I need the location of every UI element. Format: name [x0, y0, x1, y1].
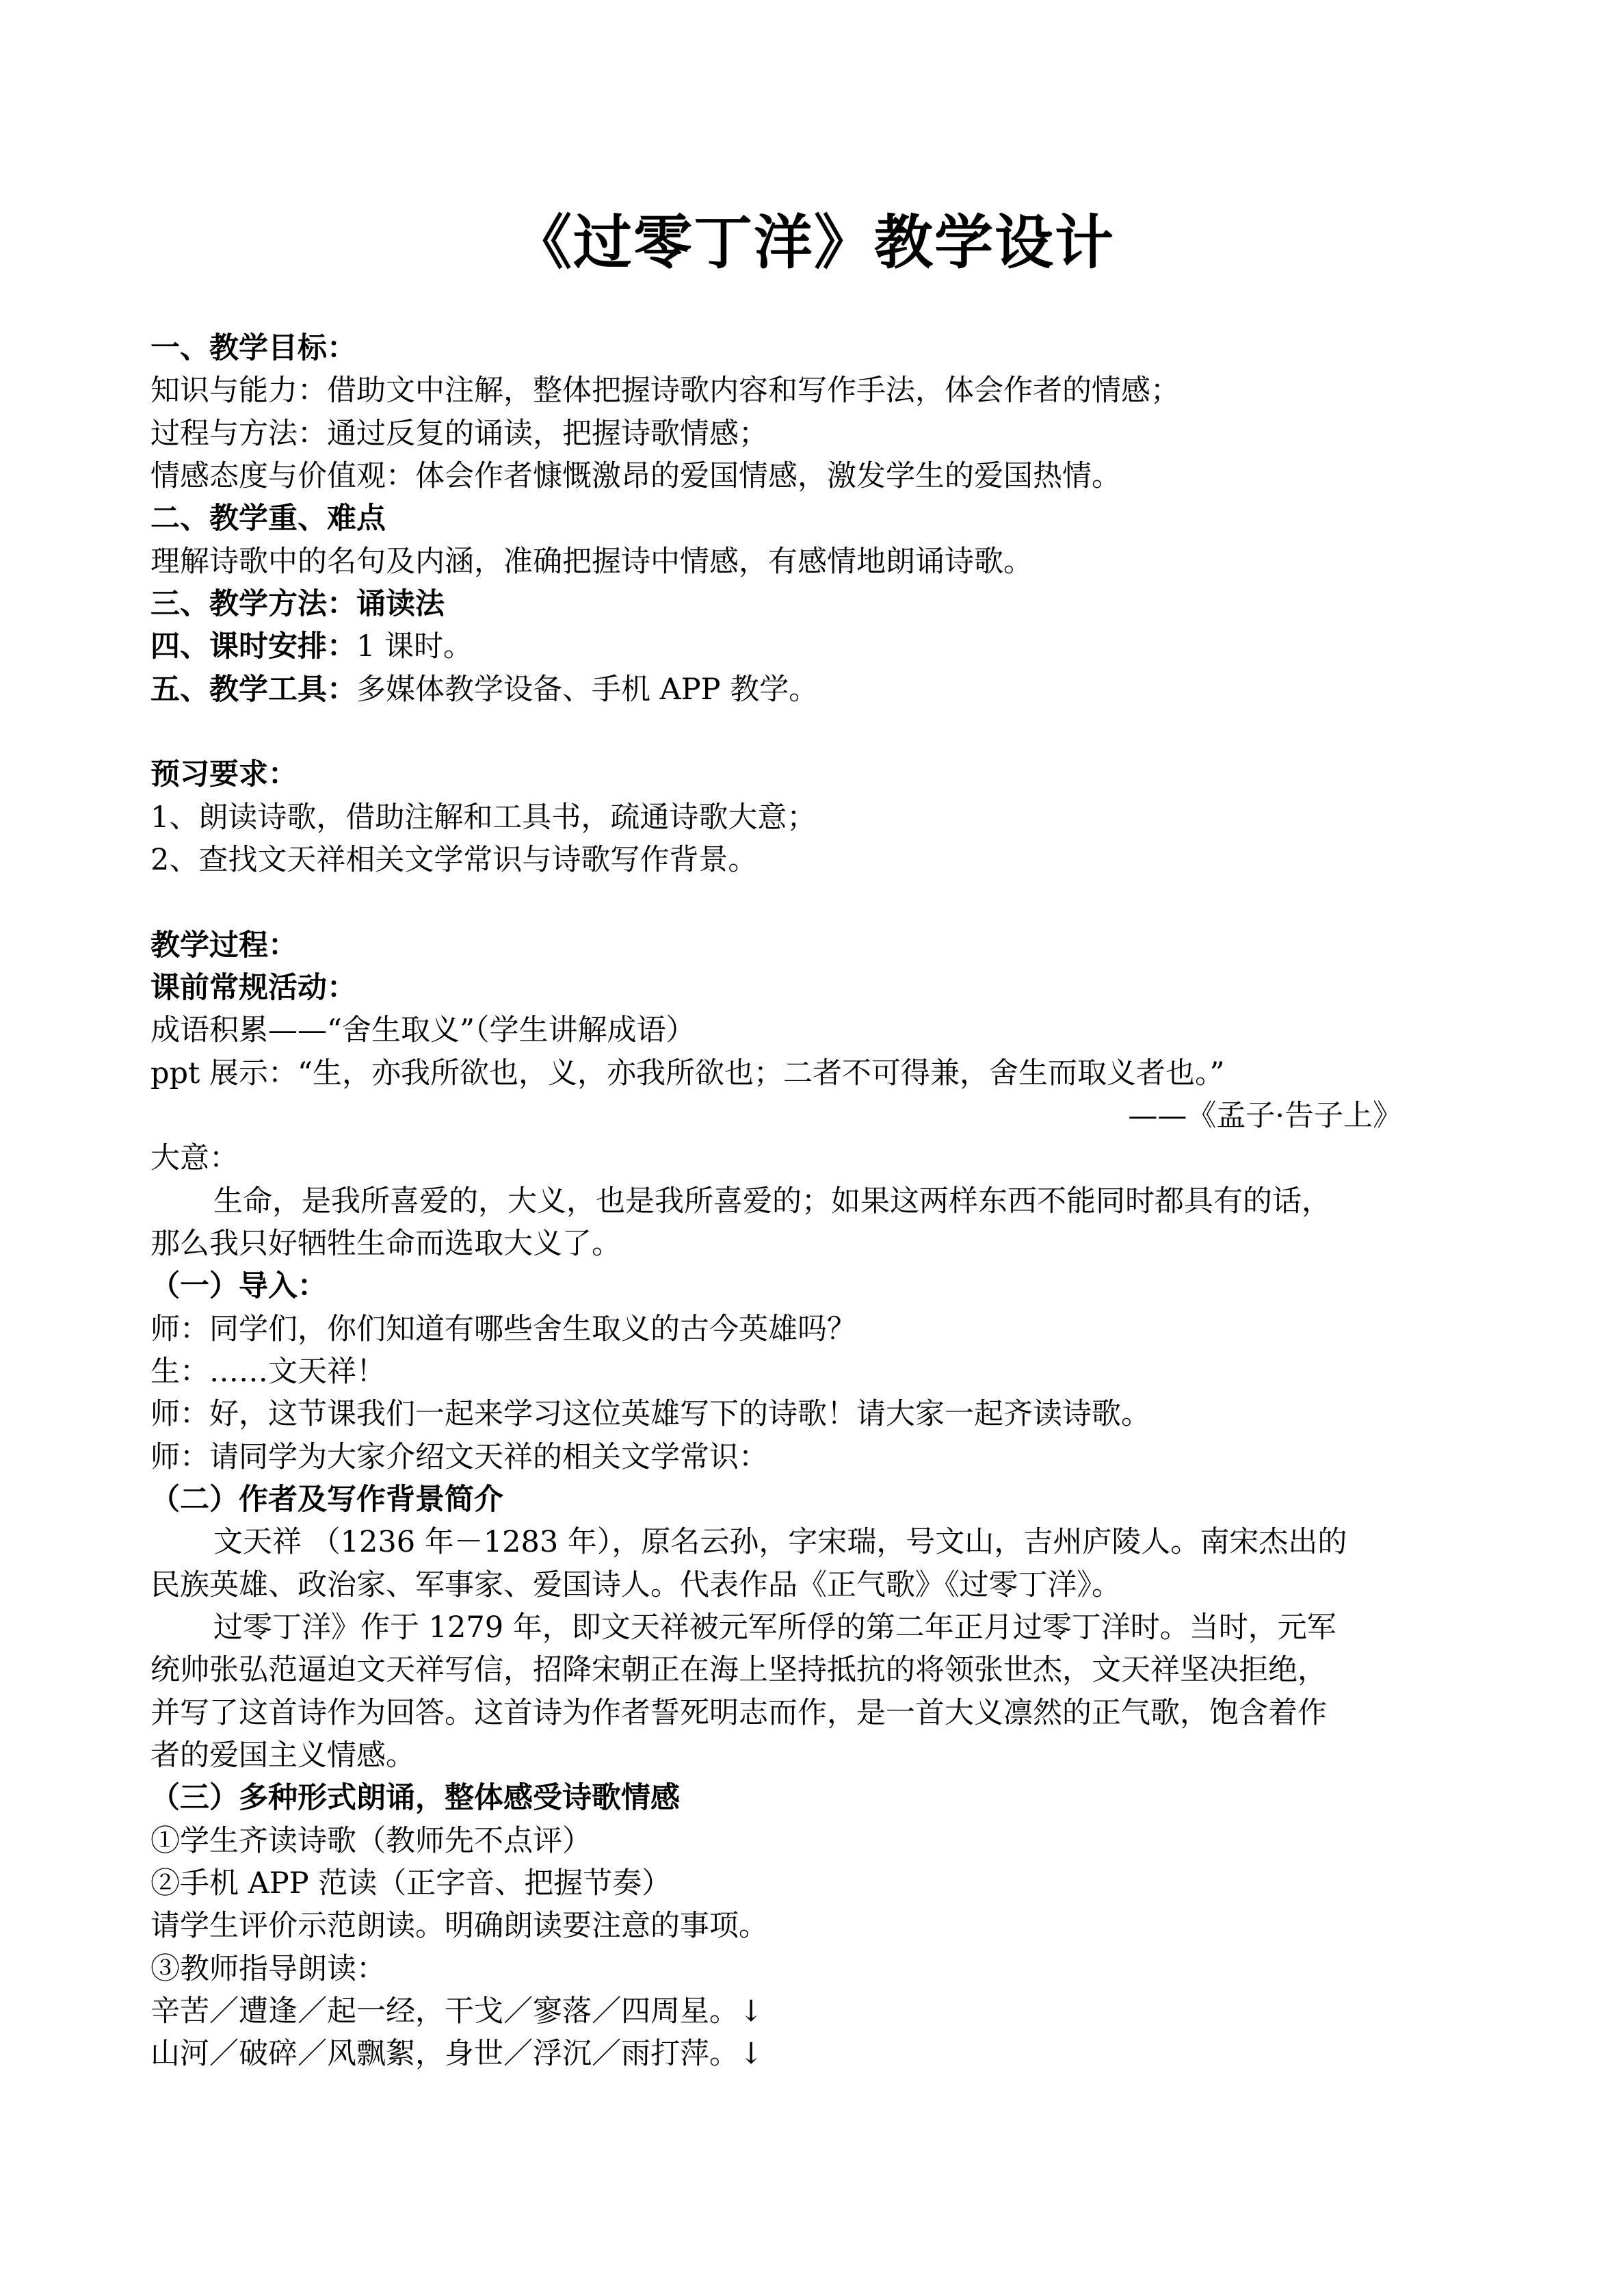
reading-step: ②手机 APP 范读（正字音、把握节奏） — [150, 1866, 672, 1901]
meaning-line: 生命，是我所喜爱的，大义，也是我所喜爱的；如果这两样东西不能同时都具有的话， — [213, 1184, 1331, 1218]
tools-label: 五、教学工具： — [150, 673, 356, 707]
reading-step: ①学生齐读诗歌（教师先不点评） — [150, 1824, 592, 1858]
ppt-line: ppt 展示：“生，亦我所欲也，义，亦我所欲也；二者不可得兼，舍生而取义者也。” — [150, 1056, 1225, 1091]
reading-step: ③教师指导朗读： — [150, 1952, 386, 1986]
goal-item: 过程与方法：通过反复的诵读，把握诗歌情感； — [150, 417, 768, 451]
background-paragraph-line: 者的爱国主义情感。 — [150, 1738, 415, 1773]
meaning-line: 那么我只好牺牲生命而选取大义了。 — [150, 1227, 621, 1261]
dialog-line: 师：请同学为大家介绍文天祥的相关文学常识： — [150, 1440, 768, 1474]
meaning-label: 大意： — [150, 1141, 239, 1175]
goals-heading: 一、教学目标： — [150, 331, 356, 365]
schedule-value: 1 课时。 — [356, 629, 473, 664]
author-paragraph-line: 文天祥 （1236 年－1283 年），原名云孙，字宋瑞，号文山，吉州庐陵人。南宋杰出的 — [213, 1525, 1347, 1559]
preview-item: 2、查找文天祥相关文学常识与诗歌写作背景。 — [150, 843, 758, 877]
goal-item: 知识与能力：借助文中注解，整体把握诗歌内容和写作手法，体会作者的情感； — [150, 374, 1180, 408]
reading-heading: （三）多种形式朗诵，整体感受诗歌情感 — [150, 1781, 680, 1815]
routine-heading: 课前常规活动： — [150, 971, 356, 1005]
key-points-text: 理解诗歌中的名句及内涵，准确把握诗中情感，有感情地朗诵诗歌。 — [150, 545, 1033, 579]
tools-value: 多媒体教学设备、手机 APP 教学。 — [356, 673, 819, 707]
poem-line: 山河／破碎／风飘絮，身世／浮沉／雨打萍。↓ — [150, 2037, 764, 2071]
idiom-line: 成语积累——“舍生取义”（学生讲解成语） — [150, 1013, 696, 1047]
schedule-label: 四、课时安排： — [150, 629, 356, 664]
ppt-source: ——《孟子·告子上》 — [1128, 1099, 1402, 1133]
goal-item: 情感态度与价值观：体会作者慷慨激昂的爱国情感，激发学生的爱国热情。 — [150, 459, 1121, 493]
method-heading: 三、教学方法：诵读法 — [150, 587, 445, 621]
reading-step: 请学生评价示范朗读。明确朗读要注意的事项。 — [150, 1909, 768, 1943]
author-paragraph-line: 民族英雄、政治家、军事家、爱国诗人。代表作品《正气歌》《过零丁洋》。 — [150, 1568, 1121, 1602]
intro-heading: （一）导入： — [150, 1269, 327, 1303]
process-heading: 教学过程： — [150, 928, 298, 963]
preview-heading: 预习要求： — [150, 757, 298, 792]
key-points-heading: 二、教学重、难点 — [150, 501, 386, 536]
preview-item: 1、朗读诗歌，借助注解和工具书，疏通诗歌大意； — [150, 800, 817, 835]
page-title: 《过零丁洋》教学设计 — [513, 209, 1115, 277]
schedule-line — [150, 625, 473, 668]
dialog-line: 师：好，这节课我们一起来学习这位英雄写下的诗歌！请大家一起齐读诗歌。 — [150, 1397, 1150, 1431]
background-paragraph-line: 统帅张弘范逼迫文天祥写信，招降宋朝正在海上坚持抵抗的将领张世杰，文天祥坚决拒绝， — [150, 1653, 1327, 1687]
dialog-line: 生：……文天祥！ — [150, 1355, 386, 1389]
author-heading: （二）作者及写作背景简介 — [150, 1483, 503, 1517]
poem-line: 辛苦／遭逢／起一经，干戈／寥落／四周星。↓ — [150, 1994, 764, 2028]
background-paragraph-line: 并写了这首诗作为回答。这首诗为作者誓死明志而作，是一首大义凛然的正气歌，饱含着作 — [150, 1696, 1327, 1730]
tools-line — [150, 668, 818, 711]
background-paragraph-line: 过零丁洋》作于 1279 年，即文天祥被元军所俘的第二年正月过零丁洋时。当时，元军 — [213, 1610, 1336, 1645]
dialog-line: 师：同学们，你们知道有哪些舍生取义的古今英雄吗？ — [150, 1312, 856, 1346]
